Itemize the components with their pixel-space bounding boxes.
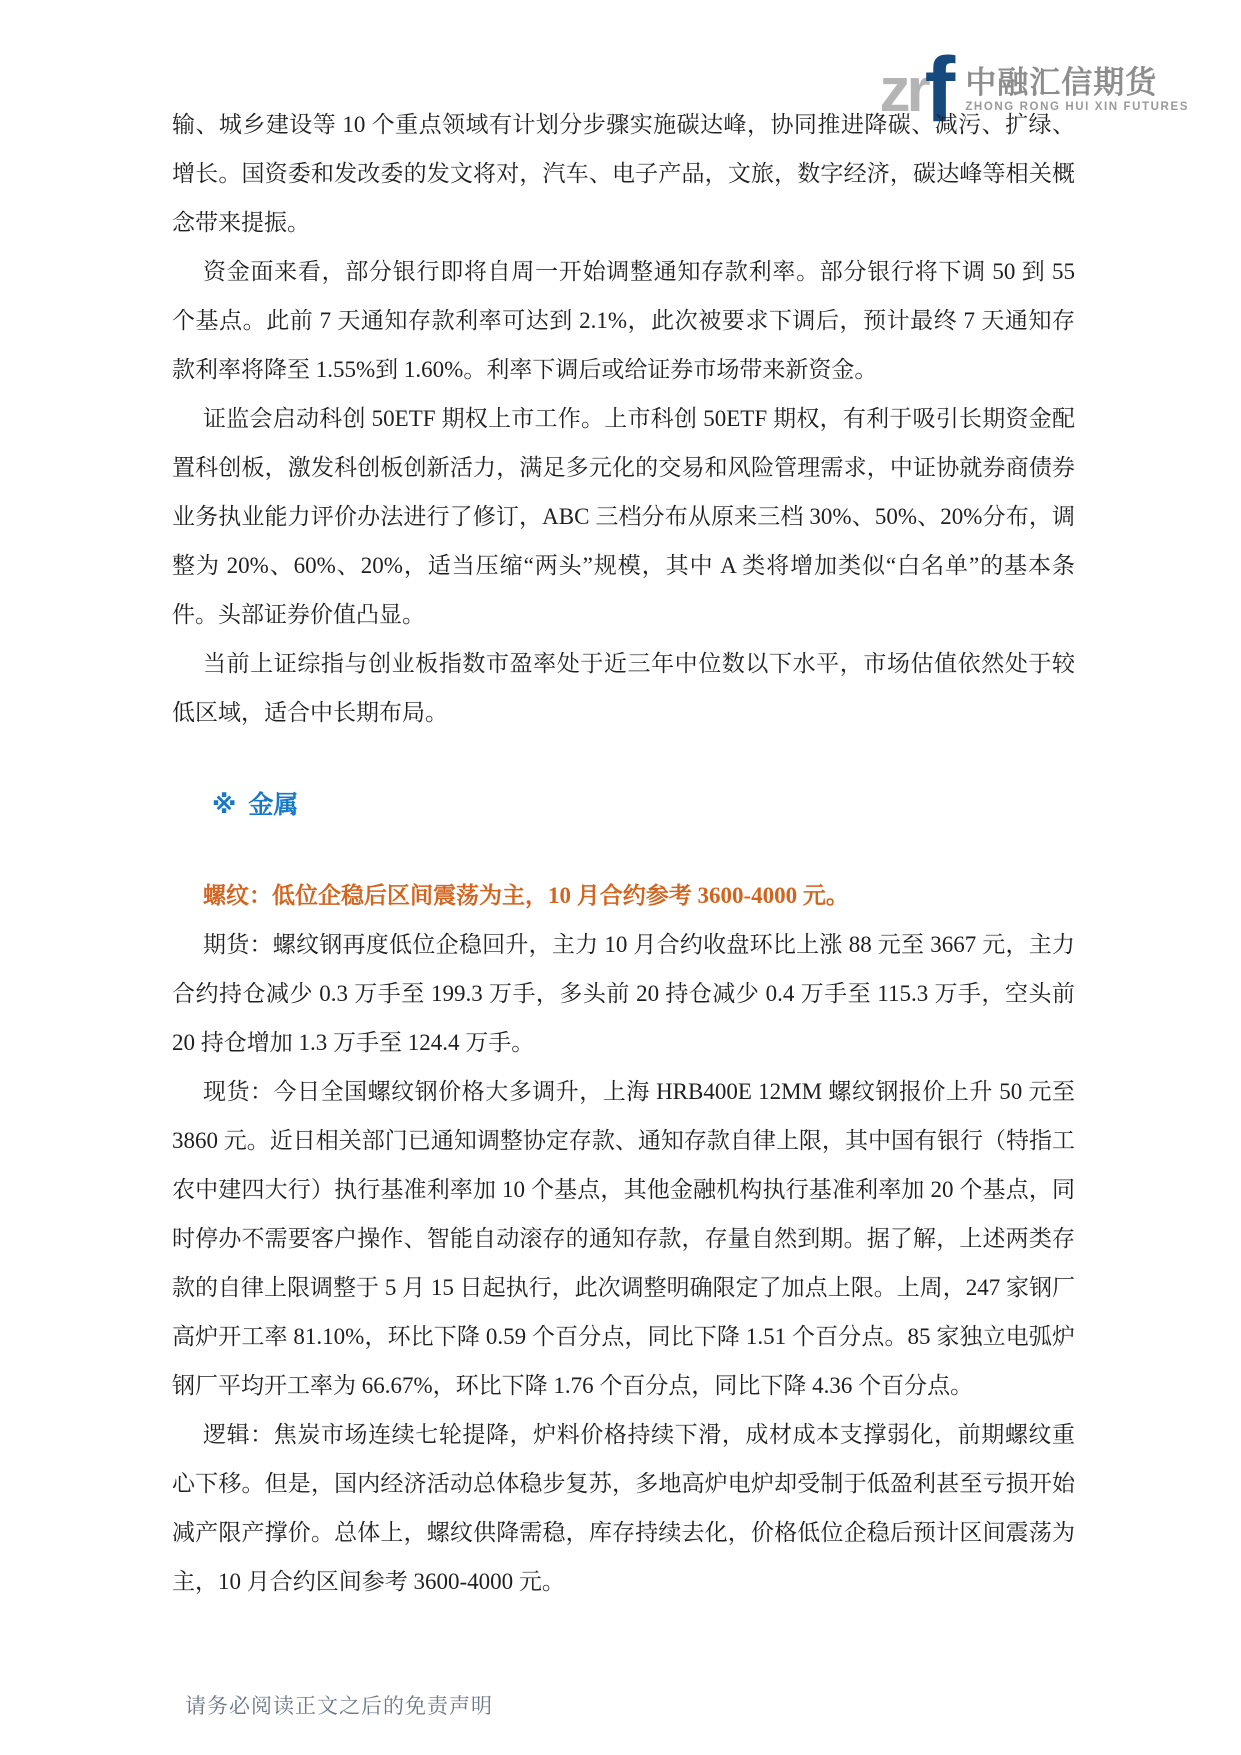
section-title: 金属	[248, 791, 299, 819]
logo-letter-f: f	[924, 39, 956, 141]
paragraph-carbon-peak: 输、城乡建设等 10 个重点领域有计划分步骤实施碳达峰，协同推进降碳、减污、扩绿、增长。国资委和发改委的发文将对，汽车、电子产品，文旅，数字经济，碳达峰等相关概念带来提振。	[172, 112, 1075, 235]
subsection-heading-rebar: 螺纹：低位企稳后区间震荡为主，10 月合约参考 3600-4000 元。	[203, 883, 849, 908]
paragraph-funding: 资金面来看，部分银行即将自周一开始调整通知存款利率。部分银行将下调 50 到 55 个基点。此前 7 天通知存款利率可达到 2.1%，此次被要求下调后，预计最终 7 天通知存款利率将降至 1.55%到 1.60%。利率下调后或给证券市场带来新资金。	[172, 259, 1075, 382]
company-name-cn: 中融汇信期货	[965, 64, 1158, 100]
section-marker-icon: ※	[212, 791, 237, 819]
logo-letter-r: r	[906, 56, 927, 125]
paragraph-rebar-futures: 期货：螺纹钢再度低位企稳回升，主力 10 月合约收盘环比上涨 88 元至 3667 元，主力合约持仓减少 0.3 万手至 199.3 万手，多头前 20 持仓减少 0.4 万手至 115.3 万手，空头前 20 持仓增加 1.3 万手至 124.4 万手。	[172, 932, 1075, 1055]
paragraph-valuation: 当前上证综指与创业板指数市盈率处于近三年中位数以下水平，市场估值依然处于较低区域，适合中长期布局。	[172, 651, 1075, 725]
report-body	[172, 100, 1075, 1606]
disclaimer-footer: 请务必阅读正文之后的免责声明	[185, 1694, 493, 1718]
paragraph-rebar-logic: 逻辑：焦炭市场连续七轮提降，炉料价格持续下滑，成材成本支撑弱化，前期螺纹重心下移。但是，国内经济活动总体稳步复苏，多地高炉电炉却受制于低盈利甚至亏损开始减产限产撑价。总体上，螺纹供降需稳，库存持续去化，价格低位企稳后预计区间震荡为主，10 月合约区间参考 3600-4000 元。	[172, 1422, 1075, 1594]
company-name-en: ZHONG RONG HUI XIN FUTURES	[965, 101, 1189, 114]
paragraph-rebar-spot: 现货：今日全国螺纹钢价格大多调升，上海 HRB400E 12MM 螺纹钢报价上升 50 元至 3860 元。近日相关部门已通知调整协定存款、通知存款自律上限，其中国有银行（特指工农中建四大行）执行基准利率加 10 个基点，其他金融机构执行基准利率加 20 个基点，同时停办不需要客户操作、智能自动滚存的通知存款，存量自然到期。据了解，上述两类存款的自律上限调整于 5 月 15 日起执行，此次调整明确限定了加点上限。上周，247 家钢厂高炉开工率 81.10%，环比下降 0.59 个百分点，同比下降 1.51 个百分点。85 家独立电弧炉钢厂平均开工率为 66.67%，环比下降 1.76 个百分点，同比下降 4.36 个百分点。	[172, 1079, 1075, 1398]
paragraph-csrc-etf: 证监会启动科创 50ETF 期权上市工作。上市科创 50ETF 期权，有利于吸引长期资金配置科创板，激发科创板创新活力，满足多元化的交易和风险管理需求，中证协就券商债券业务执业能力评价办法进行了修订，ABC 三档分布从原来三档 30%、50%、20%分布，调整为 20%、60%、20%，适当压缩“两头”规模，其中 A 类将增加类似“白名单”的基本条件。头部证券价值凸显。	[172, 406, 1075, 627]
section-heading-metals	[172, 783, 1075, 827]
logo-letter-z: z	[879, 56, 907, 125]
